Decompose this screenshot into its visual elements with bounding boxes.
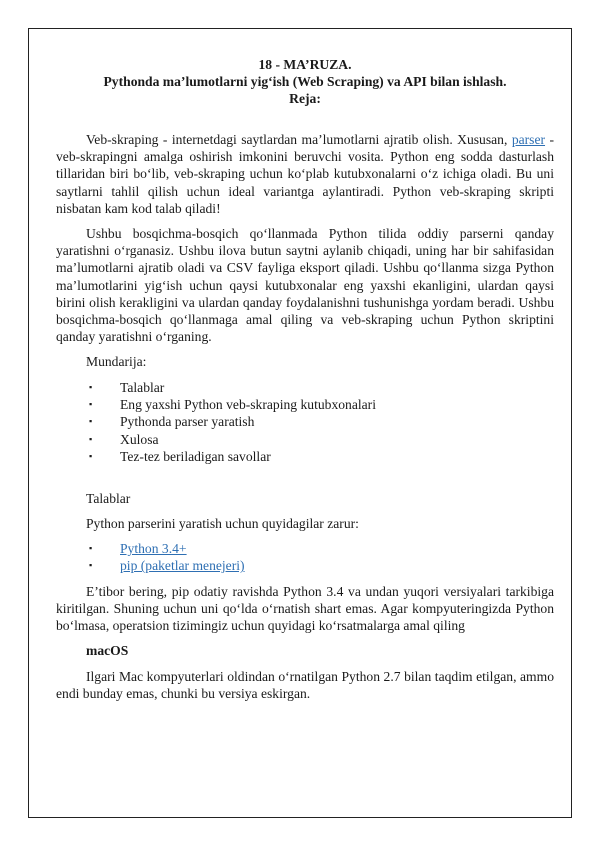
list-item-label: Xulosa xyxy=(120,431,159,447)
pip-link[interactable]: pip (paketlar menejeri) xyxy=(120,558,245,574)
list-item-label: Eng yaxshi Python veb-skraping kutubxonalari xyxy=(120,397,376,413)
bullet-icon: ▪ xyxy=(89,560,93,571)
bullet-icon: ▪ xyxy=(89,451,93,462)
list-item xyxy=(56,396,554,413)
list-item xyxy=(56,557,554,574)
plan-label: Reja: xyxy=(289,91,321,106)
list-item xyxy=(56,448,554,465)
list-item-label: Pythonda parser yaratish xyxy=(120,414,255,430)
list-item xyxy=(56,413,554,430)
paragraph-intro-text-b: - veb-skrapingni amalga oshirish imkonini beruvchi vosita. Python eng sodda dasturlash tillaridan biri bo‘lib, veb-skraping uchun ko‘plab kutubxonalarni o‘z ichiga oladi. Bu uni saytlarni tahlil qilish uchun ideal variantga aylantiradi. Python veb-skraping skripti nisbatan kam kod talab qiladi! xyxy=(56,132,554,216)
contents-list xyxy=(56,379,554,466)
list-item xyxy=(56,431,554,448)
paragraph-intro xyxy=(56,131,554,217)
macos-heading: macOS xyxy=(86,643,129,659)
paragraph-macos: Ilgari Mac kompyuterlari oldindan o‘rnatilgan Python 2.7 bilan taqdim etilgan, ammo endi bunday emas, chunki bu versiya eskirgan. xyxy=(56,668,554,701)
contents-label: Mundarija: xyxy=(86,354,147,370)
bullet-icon: ▪ xyxy=(89,433,93,444)
python-version-link[interactable]: Python 3.4+ xyxy=(120,541,187,556)
requirements-intro: Python parserini yaratish uchun quyidagilar zarur: xyxy=(86,515,359,531)
paragraph-intro-text-a: Veb-skraping - internetdagi saytlardan ma’lumotlarni ajratib olish. Xususan, xyxy=(86,132,512,147)
bullet-icon: ▪ xyxy=(89,381,93,392)
requirements-list xyxy=(56,540,554,575)
list-item xyxy=(56,379,554,396)
list-item-label: Talablar xyxy=(120,379,165,395)
paragraph-guide: Ushbu bosqichma-bosqich qo‘llanmada Python tilida oddiy parserni qanday yaratishni o‘rganasiz. Ushbu ilova butun saytni aylanib chiqadi, uning har bir sahifasidan ma’lumotlarni ajratib oladi va CSV fayliga eksport qiladi. Ushbu qo‘llanma sizga Python ma’lumotlarini yig‘ish uchun qaysi kutubxonalar eng yaxshi ekanligini, ulardan qaysi birini olish kerakligini va ulardan qanday foydalanishni tushunishga yordam beradi. Ushbu bosqichma-bosqich qo‘llanmaga amal qiling va veb-skraping uchun Python skriptini qanday yaratishni o‘rganing. xyxy=(56,226,554,345)
bullet-icon: ▪ xyxy=(89,543,93,553)
document-body xyxy=(56,56,554,702)
lecture-number: 18 - MA’RUZA. xyxy=(258,57,352,72)
bullet-icon: ▪ xyxy=(89,399,93,410)
parser-link[interactable]: parser xyxy=(511,132,546,147)
paragraph-pip-note: E’tibor bering, pip odatiy ravishda Python 3.4 va undan yuqori versiyalari tarkibiga kiritilgan. Shuning uchun uni qo‘lda o‘rnatish shart emas. Agar kompyuteringizda Python bo‘lmasa, operatsion tizimingiz uchun quyidagi ko‘rsatmalarga amal qiling xyxy=(56,583,554,634)
bullet-icon: ▪ xyxy=(89,416,93,427)
list-item-label: Tez-tez beriladigan savollar xyxy=(120,449,271,465)
lecture-topic: Pythonda ma’lumotlarni yig‘ish (Web Scraping) va API bilan ishlash. xyxy=(103,74,507,89)
section-heading-requirements: Talablar xyxy=(86,490,131,506)
list-item xyxy=(56,540,554,557)
